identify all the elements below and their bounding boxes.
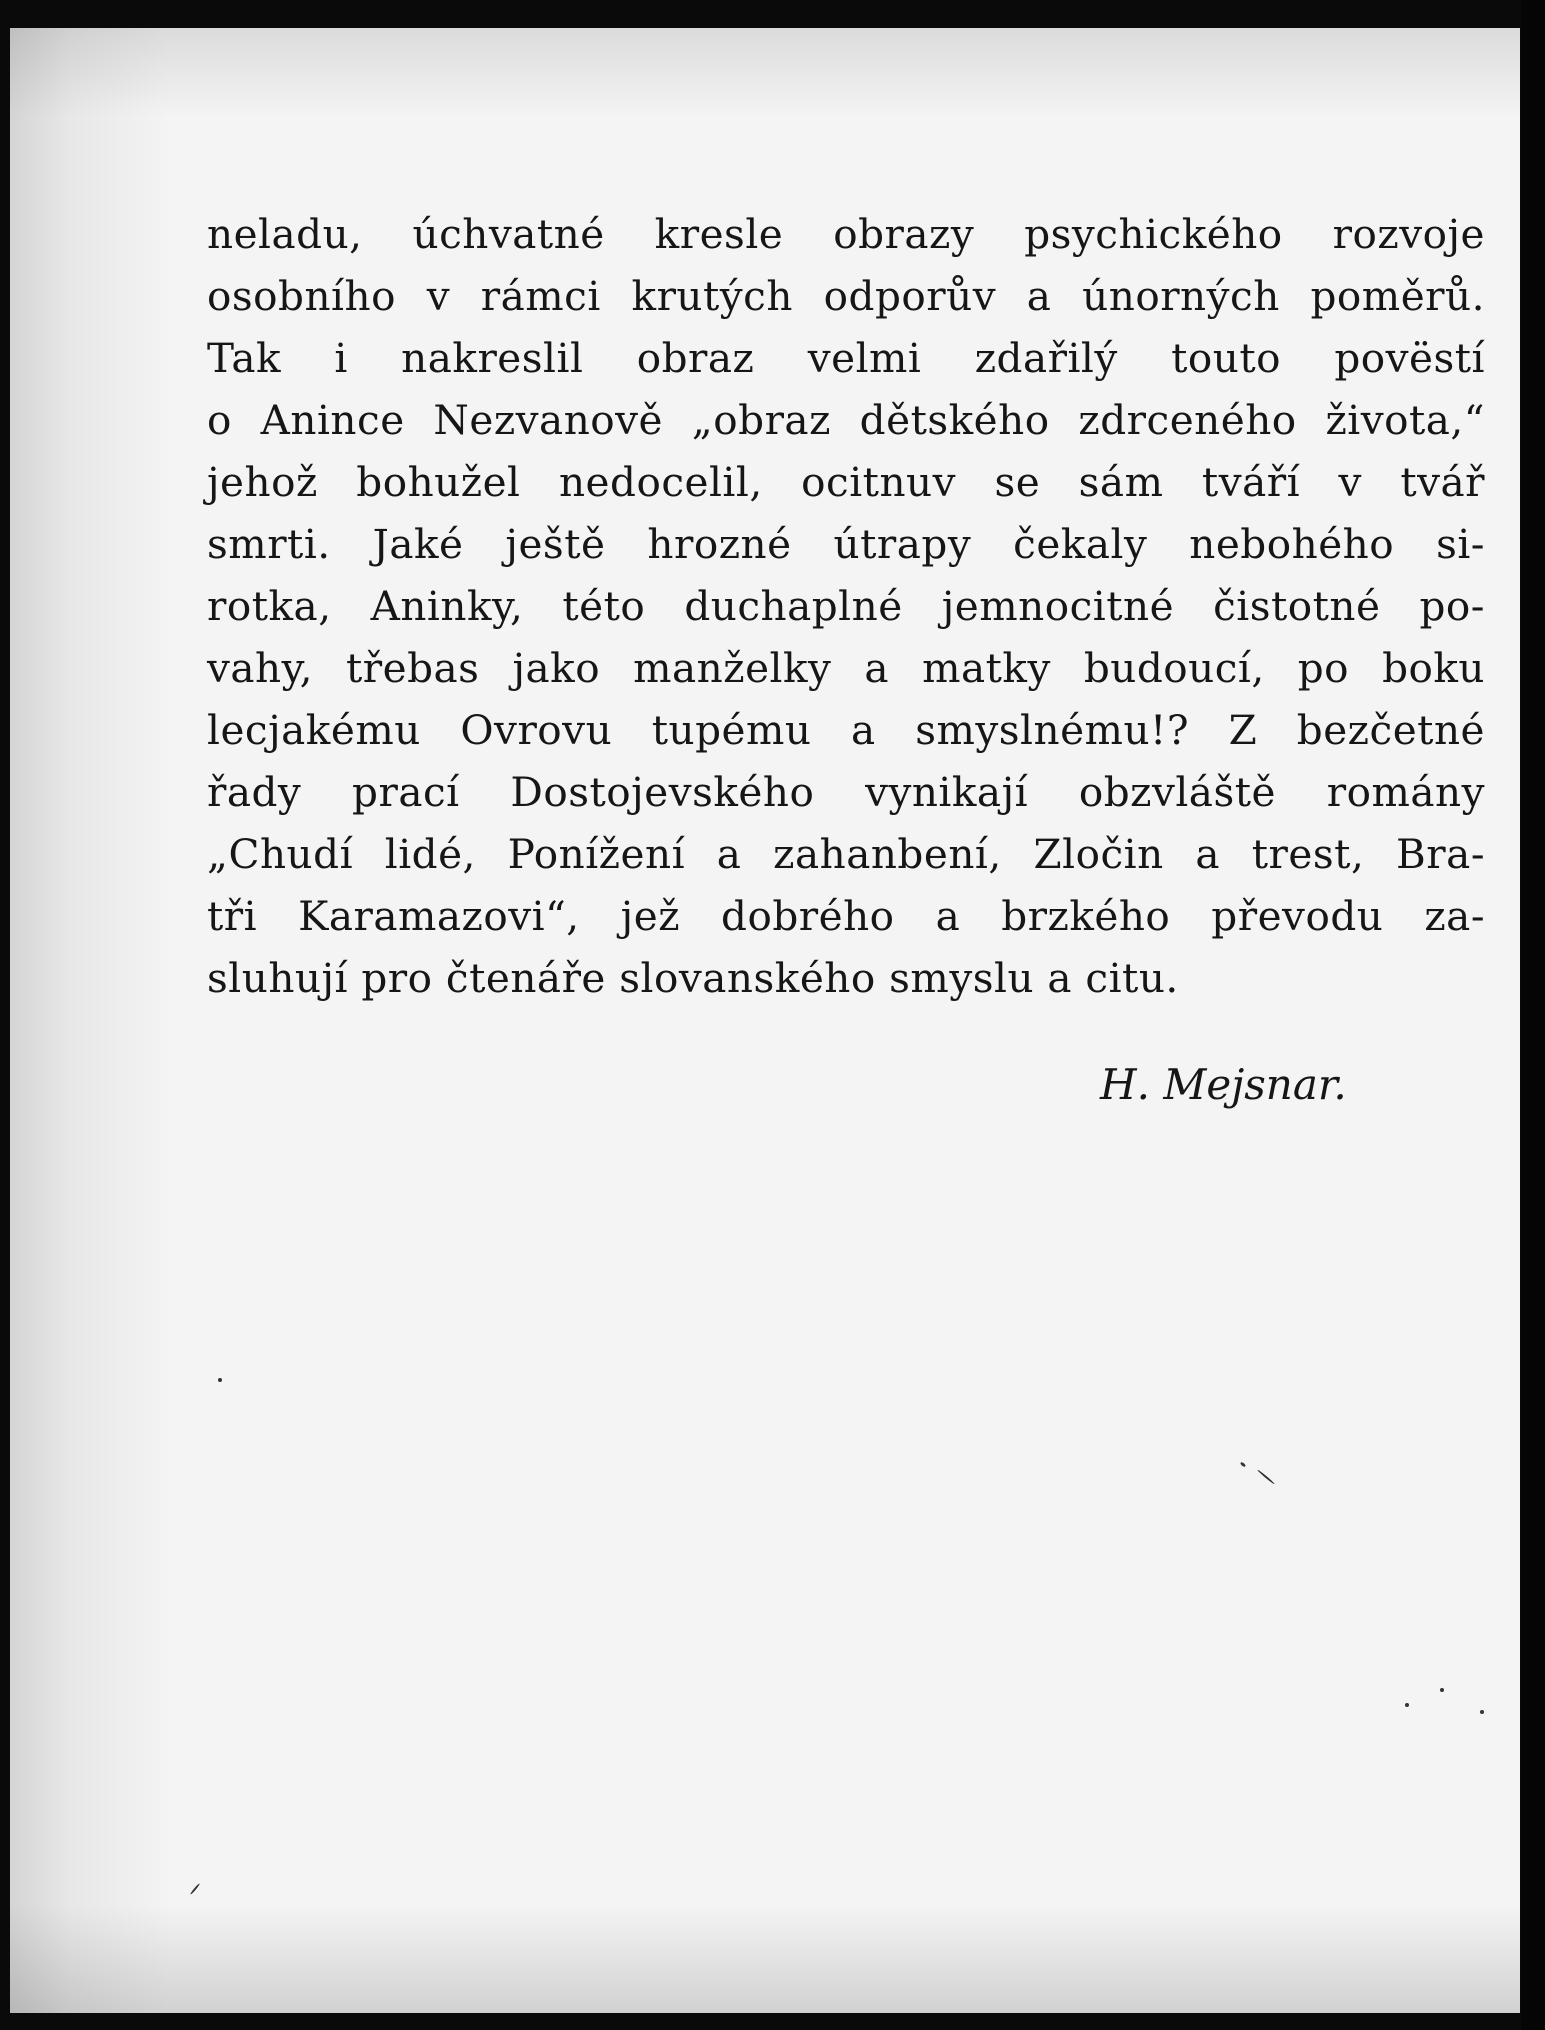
- text-line-7: rotka, Aninky, této duchaplné jemnocitné čistotné po-: [207, 582, 1485, 630]
- print-speck: [218, 1378, 222, 1382]
- text-line-10: řady prací Dostojevského vynikají obzvláště romány: [207, 768, 1485, 816]
- print-speck: [1480, 1710, 1484, 1714]
- text-line-3: Tak i nakreslil obraz velmi zdařilý touto povëstí: [207, 334, 1485, 382]
- text-line-2: osobního v rámci krutých odporův a únorných poměrů.: [207, 272, 1485, 320]
- text-line-8: vahy, třebas jako manželky a matky budoucí, po boku: [207, 644, 1485, 692]
- print-speck: [1405, 1703, 1409, 1707]
- text-line-1: neladu, úchvatné kresle obrazy psychického rozvoje: [207, 210, 1485, 258]
- text-line-4: o Anince Nezvanově „obraz dětského zdrceného života,“: [207, 396, 1485, 444]
- page-edge-shadow: [1521, 0, 1545, 2030]
- text-line-6: smrti. Jaké ještě hrozné útrapy čekaly nebohého si-: [207, 520, 1485, 568]
- body-text: [207, 203, 1485, 1009]
- print-speck: [1257, 1469, 1275, 1485]
- text-line-12: tři Karamazovi“, jež dobrého a brzkého převodu za-: [207, 892, 1485, 940]
- print-speck: [1440, 1688, 1444, 1692]
- text-line-13: sluhují pro čtenáře slovanského smyslu a citu.: [207, 954, 1179, 1002]
- text-line-11: „Chudí lidé, Ponížení a zahanbení, Zločin a trest, Bra-: [207, 830, 1485, 878]
- book-page: [10, 28, 1520, 2013]
- text-line-9: lecjakému Ovrovu tupému a smyslnému!? Z bezčetné: [207, 706, 1485, 754]
- author-signature: H. Mejsnar.: [1100, 1060, 1347, 1109]
- text-line-5: jehož bohužel nedocelil, ocitnuv se sám tváří v tvář: [207, 458, 1485, 506]
- print-speck: [190, 1883, 201, 1895]
- print-speck: [1240, 1461, 1247, 1467]
